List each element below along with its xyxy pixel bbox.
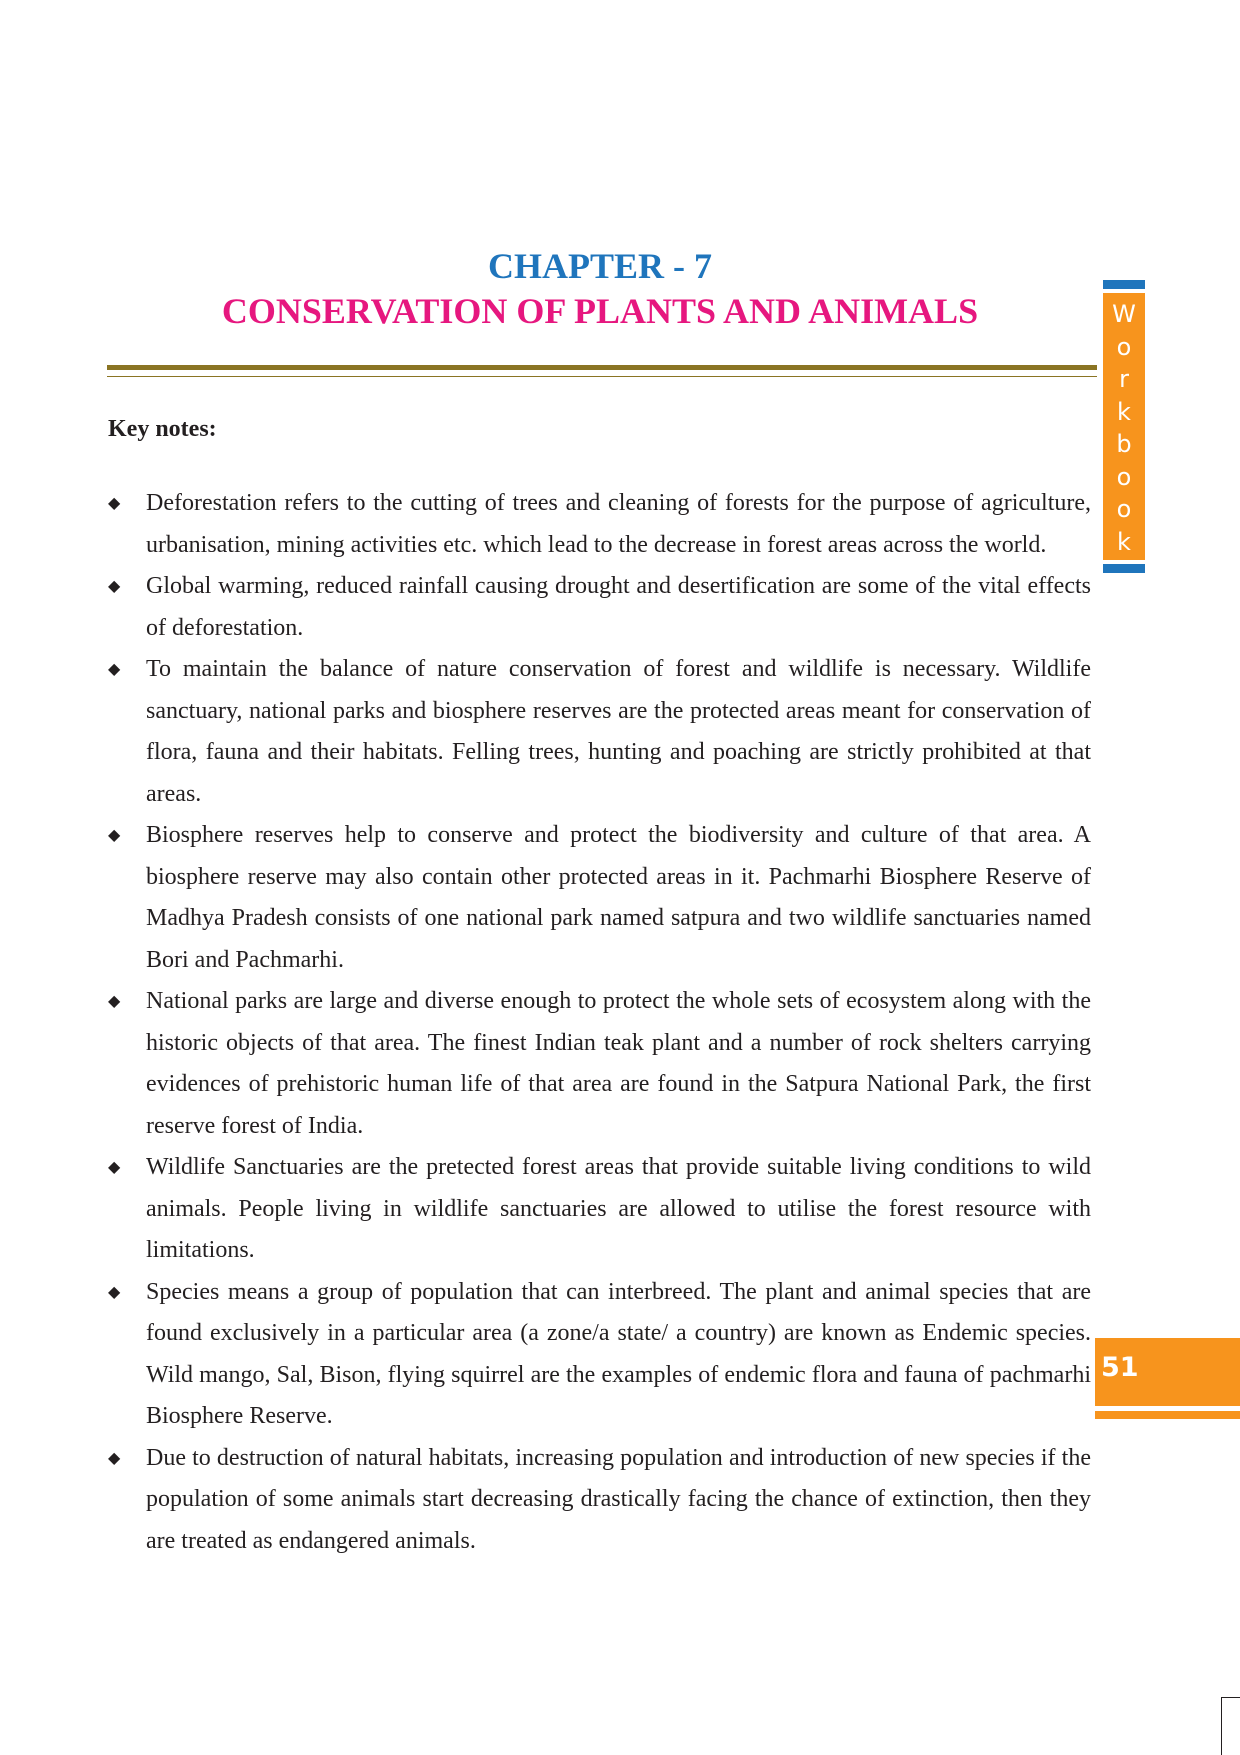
key-notes-list [108, 483, 1091, 1562]
note-text: Global warming, reduced rainfall causing drought and desertification are some of the vital effects of deforestation. [146, 573, 1091, 641]
crop-mark-vertical [1221, 1697, 1222, 1755]
side-tab-letter: r [1119, 365, 1129, 393]
page-number-underline [1095, 1411, 1240, 1419]
note-item [108, 815, 1091, 981]
note-text: Due to destruction of natural habitats, increasing population and introduction of new species if the population of some animals start decreasing drastically facing the chance of extinction, then they are treated as endangered animals. [146, 1444, 1091, 1554]
key-notes-heading: Key notes: [108, 416, 217, 442]
side-tab-letter: o [1116, 495, 1132, 523]
side-tab-label [1103, 298, 1145, 558]
side-tab-letter: k [1117, 397, 1131, 426]
note-text: To maintain the balance of nature conservation of forest and wildlife is necessary. Wildlife sanctuary, national parks and biosphere reserves are the protected areas meant for conservation of flora, fauna and their habitats. Felling trees, hunting and poaching are strictly prohibited at that areas. [146, 656, 1091, 807]
diamond-bullet-icon: ◆ [108, 1159, 121, 1176]
header-rule-thin [107, 376, 1097, 377]
note-item [108, 1438, 1091, 1563]
diamond-bullet-icon: ◆ [108, 578, 121, 595]
side-tab-letter: o [1116, 462, 1132, 491]
diamond-bullet-icon: ◆ [108, 495, 121, 512]
diamond-bullet-icon: ◆ [108, 1449, 121, 1467]
side-tab-letter: o [1116, 332, 1132, 361]
side-tab-bottom-bar [1103, 564, 1145, 573]
note-item [108, 1147, 1091, 1272]
side-tab-letter: W [1112, 300, 1136, 328]
diamond-bullet-icon: ◆ [108, 661, 121, 678]
chapter-number: CHAPTER - 7 [488, 246, 712, 286]
note-item [108, 649, 1091, 815]
side-tab-top-bar [1103, 280, 1145, 289]
note-text: Species means a group of population that can interbreed. The plant and animal species that are found exclusively in a particular area (a zone/a state/ a country) are known as Endemic species. Wild mango, Sal, Bison, flying squirrel are the examples of endemic flora and fauna of pachmarhi Biosphere Reserve. [146, 1278, 1091, 1429]
note-item [108, 566, 1091, 649]
page-number: 51 [1101, 1352, 1139, 1383]
note-text: Biosphere reserves help to conserve and protect the biodiversity and culture of that area. A biosphere reserve may also contain other protected areas in it. Pachmarhi Biosphere Reserve of Madhya Pradesh consists of one national park named satpura and two wildlife sanctuaries named Bori and Pachmarhi. [146, 822, 1091, 973]
note-text: Wildlife Sanctuaries are the pretected forest areas that provide suitable living conditions to wild animals. People living in wildlife sanctuaries are allowed to utilise the forest resource with limitations. [146, 1154, 1091, 1263]
chapter-title: CONSERVATION OF PLANTS AND ANIMALS [221, 291, 979, 331]
note-item [108, 1272, 1091, 1438]
note-item [108, 483, 1091, 566]
crop-mark-horizontal [1221, 1697, 1240, 1698]
note-text: National parks are large and diverse enough to protect the whole sets of ecosystem along with the historic objects of that area. The finest Indian teak plant and a number of rock shelters carrying evidences of prehistoric human life of that area are found in the Satpura National Park, the first reserve forest of India. [146, 988, 1091, 1139]
diamond-bullet-icon: ◆ [108, 1283, 121, 1301]
side-tab-letter: k [1117, 527, 1131, 556]
diamond-bullet-icon: ◆ [108, 827, 121, 844]
note-item [108, 981, 1091, 1147]
diamond-bullet-icon: ◆ [108, 993, 121, 1010]
header-rule-thick [107, 365, 1097, 370]
note-text: Deforestation refers to the cutting of trees and cleaning of forests for the purpose of agriculture, urbanisation, mining activities etc. which lead to the decrease in forest areas across the world. [146, 490, 1091, 558]
side-tab-letter: b [1116, 430, 1132, 458]
